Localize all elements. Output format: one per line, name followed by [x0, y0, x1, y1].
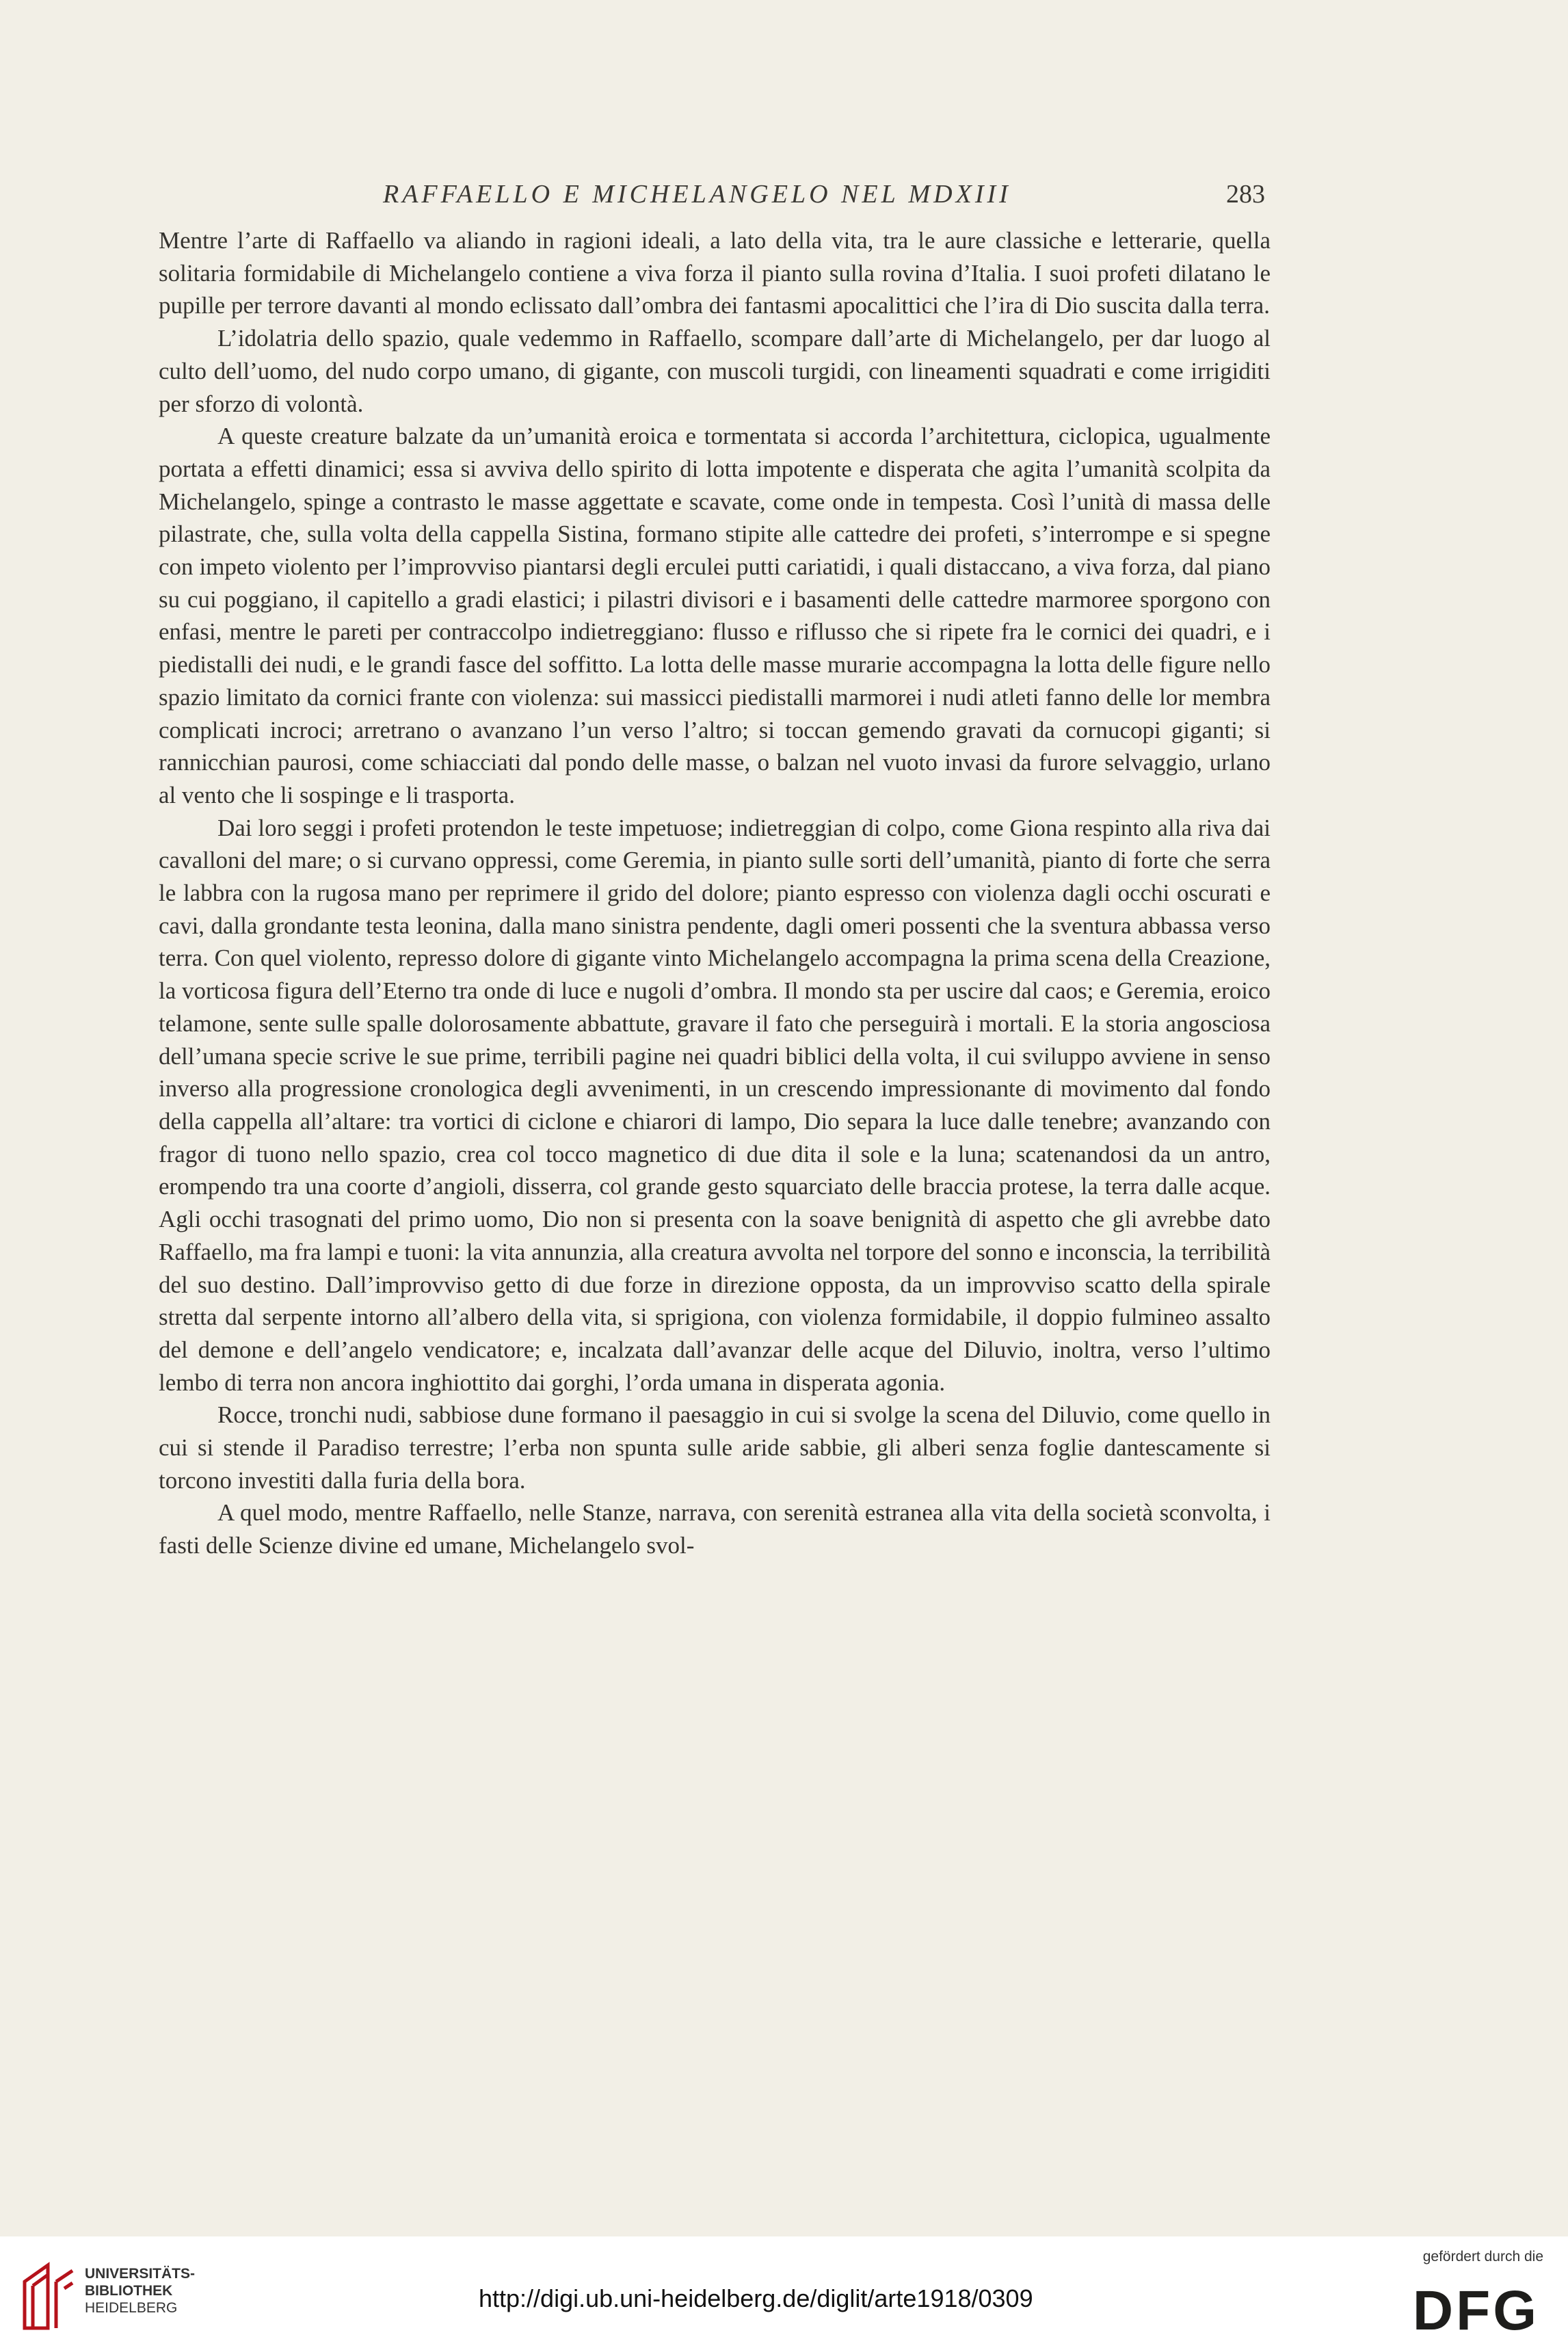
footer-bar [0, 2236, 1568, 2350]
paragraph: A quel modo, mentre Raffaello, nelle Stanze, narrava, con serenità estranea alla vita della società sconvolta, i fasti delle Scienze divine ed umane, Michelangelo svol- [159, 1499, 1271, 1559]
paragraph: A queste creature balzate da un’umanità eroica e tormentata si accorda l’architettura, ciclopica, ugualmente portata a effetti dinamici; essa si avviva dello spirito di lotta impotente e disperata che agita l’umanità scolpita da Michelangelo, spinge a contrasto le masse aggettate e scavate, come onde in tempesta. Così l’unità di massa delle pilastrate, che, sulla volta della cappella Sistina, formano stipite alle cattedre dei profeti, s’interrompe e si spegne con impeto violento per l’improvviso piantarsi degli erculei putti cariatidi, i quali distaccano, a viva forza, dal piano su cui poggiano, il capitello a gradi elastici; i pilastri divisori e i basamenti delle cattedre marmoree sporgono con enfasi, mentre le pareti per contraccolpo indietreggiano: flusso e riflusso che si ripete fra le cornici dei quadri, e i piedistalli dei nudi, e le grandi fasce del soffitto. La lotta delle masse murarie accompagna la lotta delle figure nello spazio limitato da cornici frante con violenza: sui massicci piedistalli marmorei i nudi atleti fanno delle lor membra complicati incroci; arretrano o avanzano l’un verso l’altro; si toccan gemendo gravati da cornucopi giganti; si rannicchian paurosi, come schiacciati dal pondo delle masse, o balzan nel vuoto invasi da furore selvaggio, urlano al vento che li sospinge e li trasporta. [159, 423, 1271, 808]
running-header [157, 179, 1265, 220]
paragraph: Mentre l’arte di Raffaello va aliando in ragioni ideali, a lato della vita, tra le aure classiche e letterarie, quella solitaria formidabile di Michelangelo contiene a viva forza il pianto sulla rovina d’Italia. I suoi profeti dilatano le pupille per terrore davanti al mondo eclissato dall’ombra dei fantasmi apocalittici che l’ira di Dio suscita dalla terra. [159, 227, 1271, 319]
library-name: UNIVERSITÄTS- BIBLIOTHEK HEIDELBERG [85, 2266, 196, 2316]
ub-heidelberg-logo-icon [21, 2261, 77, 2332]
body-text [159, 224, 1271, 1562]
paragraph: L’idolatria dello spazio, quale vedemmo in Raffaello, scompare dall’arte di Michelangelo, per dar luogo al culto dell’uomo, del nudo corpo umano, di gigante, con muscoli turgidi, con lineamenti squadrati e come irrigiditi per sforzo di volontà. [159, 325, 1271, 417]
permalink-url[interactable]: http://digi.ub.uni-heidelberg.de/diglit/arte1918/0309 [479, 2284, 1033, 2312]
dfg-logo: DFG [1412, 2280, 1539, 2342]
funding-note: gefördert durch die [1422, 2249, 1543, 2265]
page-number: 283 [1226, 180, 1265, 209]
paragraph: Dai loro seggi i profeti protendon le teste impetuose; indietreggian di colpo, come Giona respinto alla riva dai cavalloni del mare; o si curvano oppressi, come Geremia, in pianto sulle sorti dell’umanità, pianto di forte che serra le labbra con la rugosa mano per reprimere il grido del dolore; pianto espresso con violenza dagli occhi oscurati e cavi, dalla grondante testa leonina, dalla mano sinistra pendente, dagli omeri possenti che la sventura abbassa verso terra. Con quel violento, represso dolore di gigante vinto Michelangelo accompagna la prima scena della Creazione, la vorticosa figura dell’Eterno tra onde di luce e nugoli d’ombra. Il mondo sta per uscire dal caos; e Geremia, eroico telamone, sente sulle spalle dolorosamente abbattute, gravare il fato che perseguirà i mortali. E la storia angosciosa dell’umana specie scrive le sue prime, terribili pagine nei quadri biblici della volta, il cui sviluppo avviene in senso inverso alla progressione cronologica degli avvenimenti, in un crescendo impressionante di movimento dal fondo della cappella all’altare: tra vortici di ciclone e chiarori di lampo, Dio separa la luce dalle tenebre; avanzando con fragor di tuono nello spazio, crea col tocco magnetico di due dita il sole e la luna; scatenandosi da un antro, erompendo tra una coorte d’angioli, disserra, col grande gesto squarciato delle braccia protese, la terra dalle acque. Agli occhi trasognati del primo uomo, Dio non si presenta con la soave benignità di aspetto che gli avrebbe dato Raffaello, ma fra lampi e tuoni: la vita annunzia, alla creatura avvolta nel torpore del sonno e inconscia, la terribilità del suo destino. Dall’improvviso getto di due forze in direzione opposta, da un improvviso scatto della spirale stretta dal serpente intorno all’albero della vita, si sprigiona, con violenza formidabile, il doppio fulmineo assalto del demone e dell’angelo vendicatore; e, incalzata dall’avanzar delle acque del Diluvio, inoltra, verso l’ultimo lembo di terra non ancora inghiottito dai gorghi, l’orda umana in disperata agonia. [159, 814, 1271, 1396]
paragraph: Rocce, tronchi nudi, sabbiose dune formano il paesaggio in cui si svolge la scena del Diluvio, come quello in cui si stende il Paradiso terrestre; l’erba non spunta sulle aride sabbie, gli alberi senza foglie dantescamente si torcono investiti dalla furia della bora. [159, 1401, 1271, 1494]
running-title: RAFFAELLO E MICHELANGELO NEL MDXIII [383, 180, 1011, 209]
